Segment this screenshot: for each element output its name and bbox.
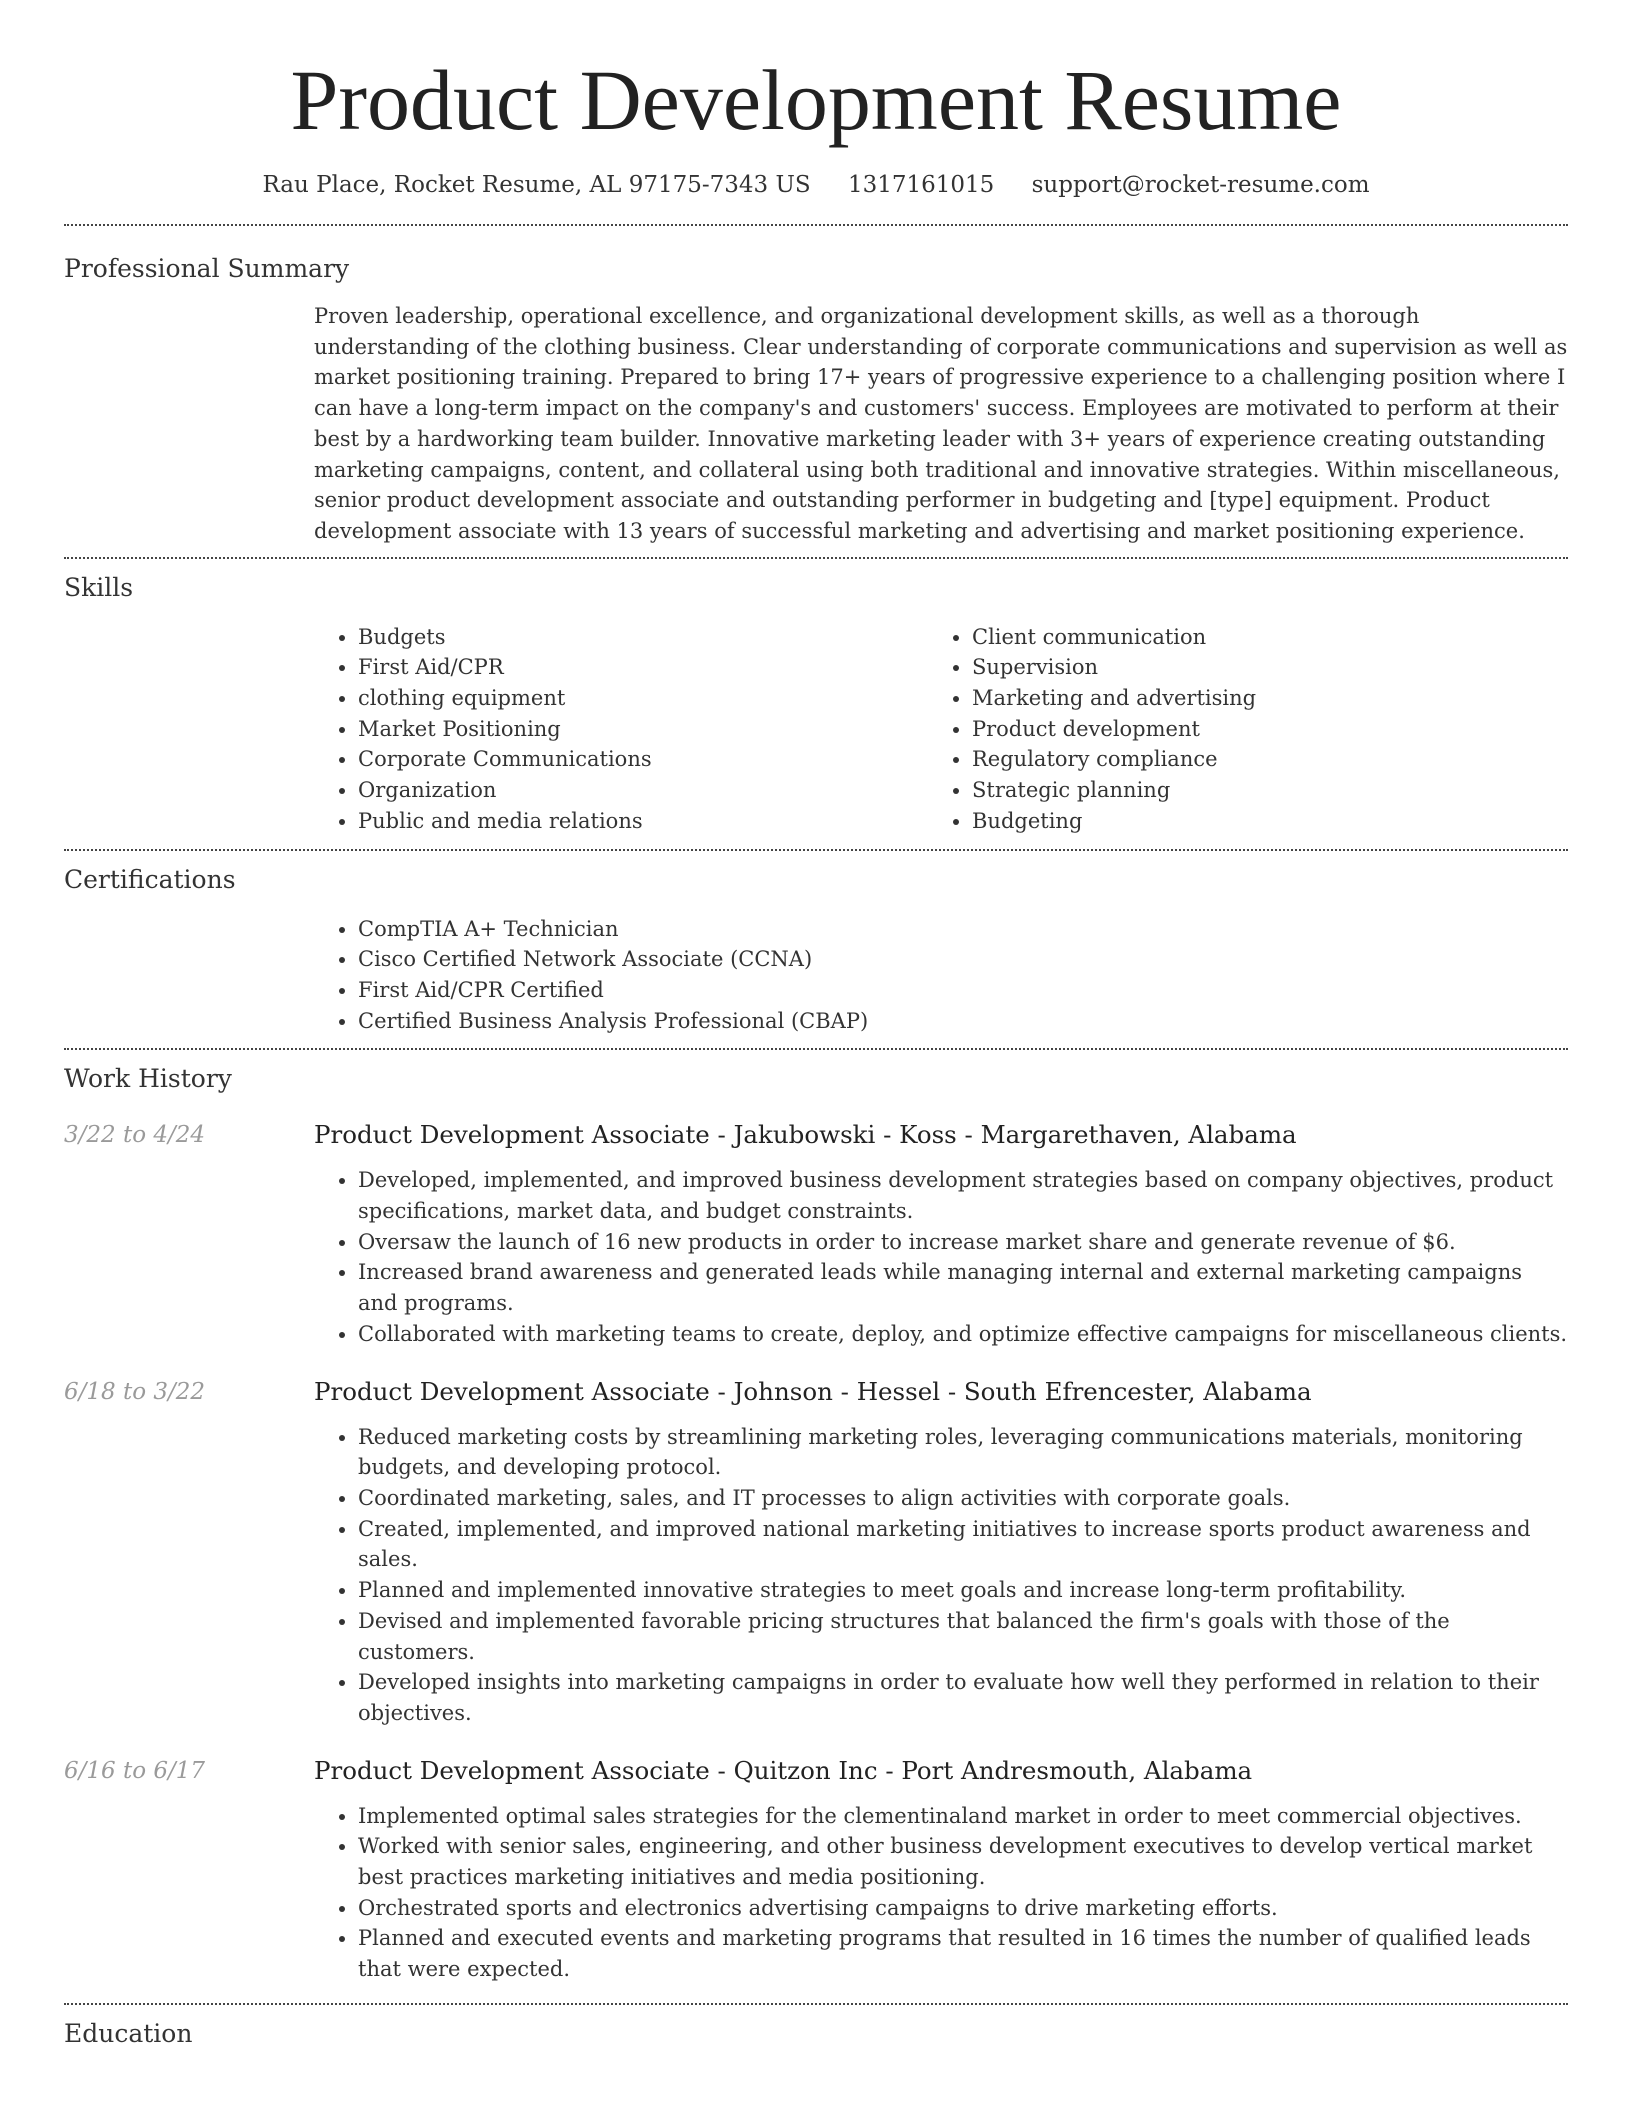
job-entry [64, 1755, 1568, 1985]
job-title: Product Development Associate - Jakubowski - Koss - Margarethaven, Alabama [314, 1120, 1297, 1150]
job-duty-item: • Oversaw the launch of 16 new products in order to increase market share and generate revenue of $6. [358, 1227, 1568, 1258]
address-text: Rau Place, Rocket Resume, AL 97175-7343 US [262, 172, 811, 198]
job-duty-item: • Orchestrated sports and electronics advertising campaigns to drive marketing efforts. [358, 1893, 1568, 1924]
jobs-list [64, 1119, 1568, 1984]
certification-item: • First Aid/CPR Certified [358, 975, 1568, 1006]
certification-item: • Cisco Certified Network Associate (CCNA) [358, 944, 1568, 975]
education-section [64, 2019, 1568, 2048]
work-section [64, 1064, 1568, 1984]
job-title: Product Development Associate - Johnson - Hessel - South Efrencester, Alabama [314, 1376, 1312, 1406]
job-duty-item: • Created, implemented, and improved national marketing initiatives to increase sports product awareness and sales. [358, 1514, 1568, 1575]
job-duty-item: • Reduced marketing costs by streamlining marketing roles, leveraging communications materials, monitoring budgets, and developing protocol. [358, 1422, 1568, 1483]
resume-page [64, 0, 1568, 2068]
skill-item: • Organization [358, 775, 928, 806]
skill-item: • First Aid/CPR [358, 652, 928, 683]
skill-item: • clothing equipment [358, 683, 928, 714]
job-duty-item: • Developed, implemented, and improved business development strategies based on company objectives, product specifications, market data, and budget constraints. [358, 1165, 1568, 1226]
skill-item: • Supervision [972, 652, 1542, 683]
job-duties-list [314, 1422, 1568, 1729]
summary-section [64, 226, 1568, 547]
job-duty-item: • Devised and implemented favorable pricing structures that balanced the firm's goals with those of the customers. [358, 1606, 1568, 1667]
job-duty-item: • Coordinated marketing, sales, and IT processes to align activities with corporate goals. [358, 1483, 1568, 1514]
job-duties [314, 1422, 1568, 1729]
job-title: Product Development Associate - Quitzon Inc - Port Andresmouth, Alabama [314, 1755, 1253, 1785]
job-duties [314, 1165, 1568, 1349]
skill-item: • Regulatory compliance [972, 744, 1542, 775]
skill-item: • Budgeting [972, 806, 1542, 837]
skills-left-list [314, 622, 928, 837]
skill-item: • Market Positioning [358, 714, 928, 745]
job-entry [64, 1376, 1568, 1729]
skill-item: • Budgets [358, 622, 928, 653]
job-dates: 3/22 to 4/24 [64, 1122, 206, 1149]
certification-item: • CompTIA A+ Technician [358, 914, 1568, 945]
job-duty-item: • Planned and implemented innovative strategies to meet goals and increase long-term profitability. [358, 1575, 1568, 1606]
work-heading: Work History [64, 1064, 232, 1094]
job-duties [314, 1801, 1568, 1985]
phone-text: 1317161015 [847, 172, 995, 198]
contact-line [64, 172, 1568, 198]
certifications-list [314, 914, 1568, 1037]
certification-item: • Certified Business Analysis Professional (CBAP) [358, 1006, 1568, 1037]
skills-right-list [928, 622, 1542, 837]
job-duties-list [314, 1165, 1568, 1349]
email-link[interactable]: support@rocket-resume.com [1031, 172, 1370, 198]
skills-grid [314, 622, 1568, 837]
skill-item: • Product development [972, 714, 1542, 745]
divider [64, 557, 1568, 559]
certifications-section [64, 865, 1568, 1037]
job-dates: 6/16 to 6/17 [64, 1757, 206, 1784]
job-duty-item: • Planned and executed events and marketing programs that resulted in 16 times the number of qualified leads that were expected. [358, 1923, 1568, 1984]
skills-heading: Skills [64, 572, 134, 602]
resume-title: Product Development Resume [290, 52, 1342, 148]
job-duty-item: • Increased brand awareness and generated leads while managing internal and external marketing campaigns and programs. [358, 1257, 1568, 1318]
divider [64, 1048, 1568, 1050]
skill-item: • Strategic planning [972, 775, 1542, 806]
skill-item: • Public and media relations [358, 806, 928, 837]
job-duty-item: • Worked with senior sales, engineering, and other business development executives to develop vertical market best practices marketing initiatives and media positioning. [358, 1831, 1568, 1892]
job-dates: 6/18 to 3/22 [64, 1378, 206, 1405]
certifications-heading: Certifications [64, 864, 236, 894]
divider [64, 2003, 1568, 2005]
divider [64, 849, 1568, 851]
job-duty-item: • Implemented optimal sales strategies for the clementinaland market in order to meet commercial objectives. [358, 1801, 1568, 1832]
job-entry [64, 1119, 1568, 1349]
job-duty-item: • Developed insights into marketing campaigns in order to evaluate how well they performed in relation to their objectives. [358, 1667, 1568, 1728]
job-duties-list [314, 1801, 1568, 1985]
skill-item: • Corporate Communications [358, 744, 928, 775]
skills-section [64, 573, 1568, 837]
skill-item: • Marketing and advertising [972, 683, 1542, 714]
education-heading: Education [64, 2018, 193, 2048]
summary-text: Proven leadership, operational excellence, and organizational development skills, as well as a thorough understanding of the clothing business. Clear understanding of corporate communications and supervision as well as market positioning training. Prepared to bring 17+ years of progressive experience to a challenging position where I can have a long-term impact on the company's and customers' success. Employees are motivated to perform at their best by a hardworking team builder. Innovative marketing leader with 3+ years of experience creating outstanding marketing campaigns, content, and collateral using both traditional and innovative strategies. Within miscellaneous, senior product development associate and outstanding performer in budgeting and [type] equipment. Product development associate with 13 years of successful marketing and advertising and market positioning experience. [314, 304, 1568, 543]
skill-item: • Client communication [972, 622, 1542, 653]
job-duty-item: • Collaborated with marketing teams to create, deploy, and optimize effective campaigns for miscellaneous clients. [358, 1319, 1568, 1350]
certifications-content [314, 914, 1568, 1037]
summary-heading: Professional Summary [64, 254, 350, 283]
